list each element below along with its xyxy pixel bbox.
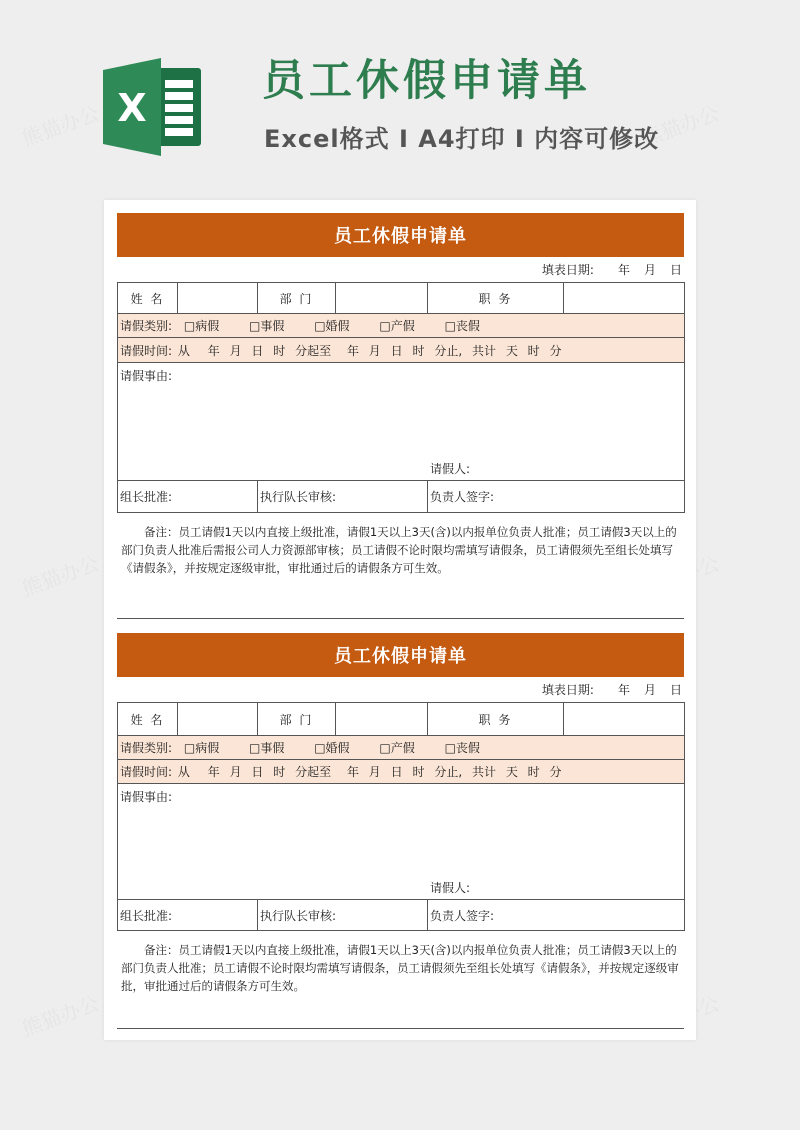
position-label: 职 务 (428, 703, 564, 736)
leave-type-row (118, 314, 685, 338)
dept-field[interactable] (336, 283, 428, 314)
watermark (17, 547, 102, 602)
divider (117, 618, 684, 619)
time-part: 日 (390, 765, 403, 779)
page-subtitle: Excel格式 I A4打印 I 内容可修改 (264, 125, 660, 153)
name-field[interactable] (178, 703, 258, 736)
captain-review-field[interactable] (258, 900, 428, 931)
captain-label: 执行队长审核: (260, 490, 337, 504)
dept-field[interactable] (336, 703, 428, 736)
leave-type-marriage-checkbox[interactable]: □婚假 (314, 741, 350, 755)
leave-time-row (118, 338, 685, 363)
manager-sign-field[interactable] (428, 481, 685, 513)
manager-label: 负责人签字: (430, 490, 495, 504)
logo-letter: X (117, 86, 147, 130)
leave-type-personal-checkbox[interactable]: □事假 (249, 741, 285, 755)
time-part: 时 (527, 765, 540, 779)
time-part: 年 (346, 765, 359, 779)
date-year: 年 (617, 263, 630, 277)
name-field[interactable] (178, 283, 258, 314)
captain-label: 执行队长审核: (260, 908, 337, 923)
leader-label: 组长批准: (120, 490, 173, 504)
leave-form-table (117, 282, 685, 513)
reason-field[interactable] (118, 784, 685, 900)
time-part: 时 (273, 765, 286, 779)
time-part: 时 (412, 765, 425, 779)
time-part: 月 (368, 343, 381, 358)
form-note: 备注：员工请假1天以内直接上级批准，请假1天以上3天(含)以内报单位负责人批准；员工请假3天以上的部门负责人批准；员工请假不论时限均需填写请假条，员工请假须先至组长处填写《请假条》，并按规定逐级审批，审批通过后的请假条方可生效。 (121, 943, 679, 993)
form-note: 备注：员工请假1天以内直接上级批准，请假1天以上3天(含)以内报单位负责人批准；员工请假3天以上的部门负责人批准后需报公司人力资源部审核；员工请假不论时限均需填写请假条，员工请假须先至组长处填写《请假条》，并按规定逐级审批，审批通过后的请假条方可生效。 (121, 525, 677, 575)
time-part: 天 (505, 765, 518, 779)
leave-form-1 (117, 213, 684, 577)
time-part: 年 (207, 765, 220, 779)
time-part: 天 (505, 343, 518, 358)
time-part: 月 (368, 765, 381, 779)
leave-form-2 (117, 633, 684, 995)
leave-time-label: 请假时间: (120, 343, 173, 358)
time-part: 日 (251, 343, 264, 358)
time-part: 月 (229, 343, 242, 358)
dept-label: 部 门 (258, 703, 336, 736)
leave-type-row (118, 736, 685, 760)
time-part: 共计 (471, 343, 496, 358)
watermark (17, 97, 102, 152)
time-part: 时 (412, 343, 425, 358)
leave-type-funeral-checkbox[interactable]: □丧假 (444, 741, 480, 755)
leader-approval-field[interactable] (118, 481, 258, 513)
leave-type-label: 请假类别: (120, 741, 173, 755)
divider (117, 1028, 684, 1029)
time-part: 分起至 (295, 765, 332, 779)
position-field[interactable] (564, 283, 685, 314)
date-day: 日 (669, 263, 682, 277)
time-part: 日 (251, 765, 264, 779)
time-part: 从 (177, 343, 190, 358)
position-label: 职 务 (428, 283, 564, 314)
leave-form-table (117, 702, 685, 931)
date-label: 填表日期: (541, 263, 594, 277)
leave-type-maternity-checkbox[interactable]: □产假 (379, 319, 415, 333)
manager-sign-field[interactable] (428, 900, 685, 931)
applicant-label: 请假人: (430, 881, 471, 895)
leader-label: 组长批准: (120, 908, 173, 923)
date-row (117, 677, 684, 702)
time-part: 从 (177, 765, 190, 779)
reason-label: 请假事由: (120, 790, 173, 804)
date-year: 年 (617, 683, 630, 697)
reason-label: 请假事由: (120, 369, 173, 383)
leave-type-personal-checkbox[interactable]: □事假 (249, 319, 285, 333)
dept-label: 部 门 (258, 283, 336, 314)
document-paper (104, 200, 696, 1040)
leave-time-row (118, 760, 685, 784)
name-label: 姓 名 (118, 283, 178, 314)
reason-field[interactable] (118, 363, 685, 481)
time-part: 时 (527, 343, 540, 358)
leave-type-funeral-checkbox[interactable]: □丧假 (444, 319, 480, 333)
time-part: 时 (273, 343, 286, 358)
time-part: 月 (229, 765, 242, 779)
manager-label: 负责人签字: (430, 908, 495, 923)
date-day: 日 (669, 683, 682, 697)
time-part: 分止, (434, 765, 463, 779)
date-month: 月 (643, 263, 656, 277)
time-part: 分 (549, 765, 562, 779)
form-title: 员工休假申请单 (117, 633, 684, 677)
leave-type-label: 请假类别: (120, 319, 173, 333)
captain-review-field[interactable] (258, 481, 428, 513)
time-part: 年 (207, 343, 220, 358)
time-part: 分止, (434, 343, 463, 358)
form-title: 员工休假申请单 (117, 213, 684, 257)
time-part: 年 (346, 343, 359, 358)
excel-logo-icon (103, 58, 205, 156)
position-field[interactable] (564, 703, 685, 736)
time-part: 分起至 (295, 343, 332, 358)
leave-type-sick-checkbox[interactable]: □病假 (183, 319, 220, 333)
leave-type-maternity-checkbox[interactable]: □产假 (379, 741, 415, 755)
leave-type-sick-checkbox[interactable]: □病假 (183, 741, 220, 755)
leave-time-label: 请假时间: (120, 765, 173, 779)
name-label: 姓 名 (118, 703, 178, 736)
time-part: 分 (549, 343, 562, 358)
leader-approval-field[interactable] (118, 900, 258, 931)
page-title: 员工休假申请单 (262, 56, 591, 106)
applicant-label: 请假人: (430, 462, 471, 476)
date-month: 月 (643, 683, 656, 697)
date-label: 填表日期: (541, 683, 594, 697)
leave-type-marriage-checkbox[interactable]: □婚假 (314, 319, 350, 333)
date-row (117, 257, 684, 282)
watermark (17, 987, 102, 1042)
time-part: 日 (390, 343, 403, 358)
time-part: 共计 (471, 765, 496, 779)
